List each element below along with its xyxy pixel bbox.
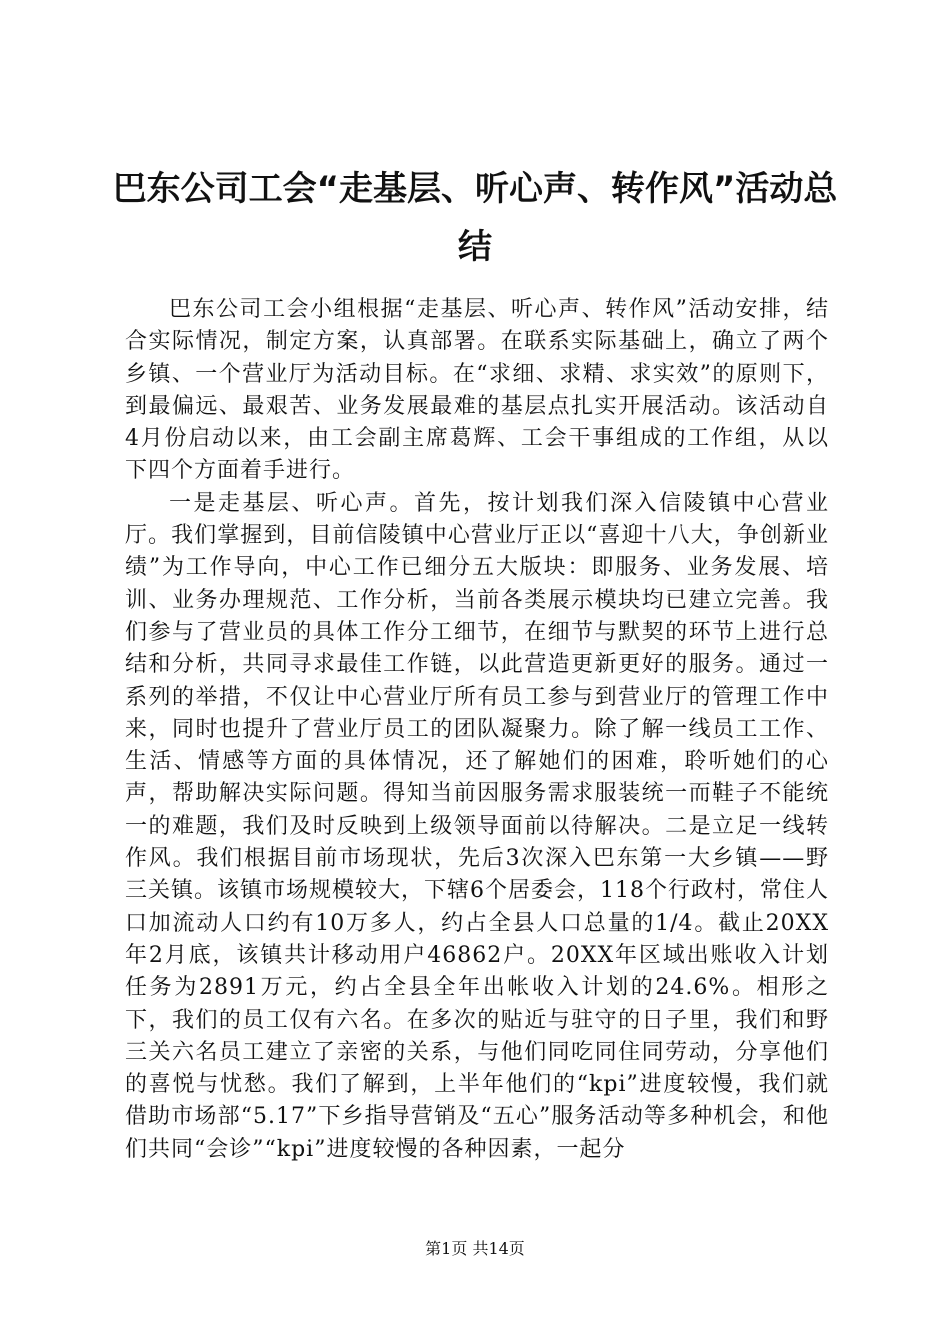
paragraph-section-one: 一是走基层、听心声。首先，按计划我们深入信陵镇中心营业厅。我们掌握到，目前信陵镇中心营业厅正以“喜迎十八大，争创新业绩”为工作导向，中心工作已细分五大版块：即服务、业务发展、培训、业务办理规范、工作分析，当前各类展示模块均已建立完善。我们参与了营业员的具体工作分工细节，在细节与默契的环节上进行总结和分析，共同寻求最佳工作链，以此营造更新更好的服务。通过一系列的举措，不仅让中心营业厅所有员工参与到营业厅的管理工作中来，同时也提升了营业厅员工的团队凝聚力。除了解一线员工工作、生活、情感等方面的具体情况，还了解她们的困难，聆听她们的心声，帮助解决实际问题。得知当前因服务需求服装统一而鞋子不能统一的难题，我们及时反映到上级领导面前以待解决。二是立足一线转作风。我们根据目前市场现状，先后3次深入巴东第一大乡镇——野三关镇。该镇市场规模较大，下辖6个居委会，118个行政村，常住人口加流动人口约有10万多人，约占全县人口总量的1/4。截止20XX年2月底，该镇共计移动用户46862户。20XX年区域出账收入计划任务为2891万元，约占全县全年出帐收入计划的24.6%。相形之下，我们的员工仅有六名。在多次的贴近与驻守的日子里，我们和野三关六名员工建立了亲密的关系，与他们同吃同住同劳动，分享他们的喜悦与忧愁。我们了解到，上半年他们的“kpi”进度较慢，我们就借助市场部“5.17”下乡指导营销及“五心”服务活动等多种机会，和他们共同“会诊”“kpi”进度较慢的各种因素，一起分	[125, 490, 829, 1162]
document-title: 巴东公司工会“走基层、听心声、转作风”活动总结	[112, 169, 838, 267]
document-body	[125, 294, 829, 1166]
paragraph-intro: 巴东公司工会小组根据“走基层、听心声、转作风”活动安排，结合实际情况，制定方案，认真部署。在联系实际基础上，确立了两个乡镇、一个营业厅为活动目标。在“求细、求精、求实效”的原则下，到最偏远、最艰苦、业务发展最难的基层点扎实开展活动。该活动自4月份启动以来，由工会副主席葛辉、工会干事组成的工作组，从以下四个方面着手进行。	[125, 297, 829, 484]
page-number-footer: 第1页 共14页	[425, 1239, 525, 1258]
